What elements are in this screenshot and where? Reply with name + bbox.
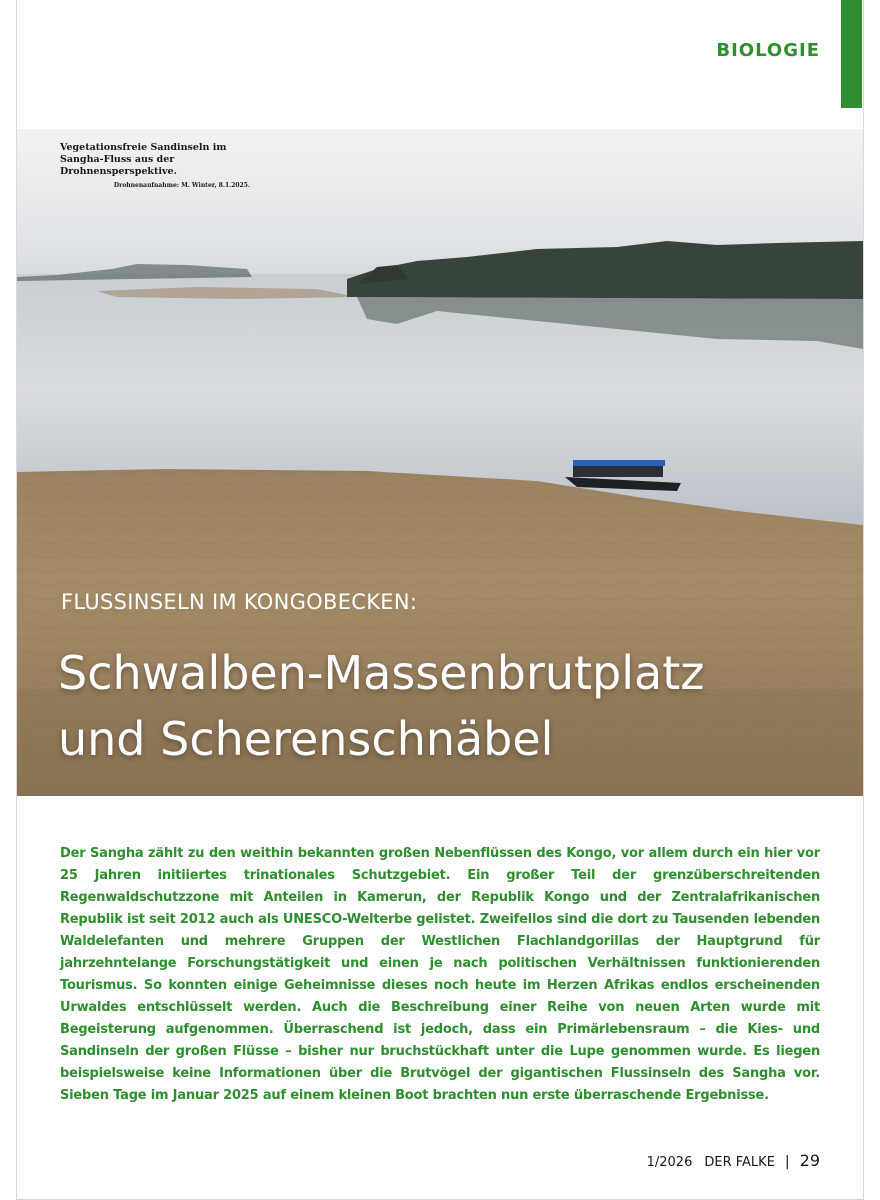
photo-caption [60,142,250,189]
section-color-tab [841,0,862,108]
footer-separator: | [784,1154,790,1170]
title-line-2: und Scherenschnäbel [58,712,554,766]
article-title [58,640,848,772]
page-number: 29 [799,1151,820,1170]
issue-number: 1/2026 [646,1155,693,1170]
section-label: BIOLOGIE [716,40,820,61]
caption-credit: Drohnenaufnahme: M. Winter, 8.1.2025. [113,182,250,189]
title-line-1: Schwalben-Massenbrutplatz [58,646,705,700]
article-kicker: FLUSSINSELN IM KONGOBECKEN: [61,590,418,614]
caption-text: Vegetationsfreie Sandinseln im Sangha-Fluss aus der Drohnensperspektive. [60,142,227,177]
article-lead: Der Sangha zählt zu den weithin bekannten großen Nebenflüssen des Kongo, vor allem durch ein hier vor 25 Jahren initiiertes trinationales Schutzgebiet. Ein großer Teil der grenzüberschreitenden Regenwaldschutzzone mit Anteilen in Kamerun, der Republik Kongo und der Zentralafrikanischen Republik ist seit 2012 auch als UNESCO-Welterbe gelistet. Zweifellos sind die dort zu Tausenden lebenden Waldelefanten und mehrere Gruppen der Westlichen Flachlandgorillas der Hauptgrund für jahrzehntelange Forschungstätigkeit und einen je nach politischen Verhältnissen funktionierenden Tourismus. So konnten einige Geheimnisse dieses noch heute im Herzen Afrikas endlos erscheinenden Urwaldes entschlüsselt werden. Auch die Beschreibung einer Reihe von neuen Arten wurde mit Begeisterung aufgenommen. Überraschend ist jedoch, dass ein Primärlebensraum – die Kies- und Sandinseln der großen Flüsse – bisher nur bruchstückhaft unter die Lupe genommen wurde. Es liegen beispielsweise keine Informationen über die Brutvögel der gigantischen Flussinseln des Sangha vor. Sieben Tage im Januar 2025 auf einem kleinen Boot brachten nun erste überraschende Ergebnisse. [60,846,820,1103]
magazine-name: DER FALKE [704,1155,775,1170]
page-footer [647,1151,820,1170]
